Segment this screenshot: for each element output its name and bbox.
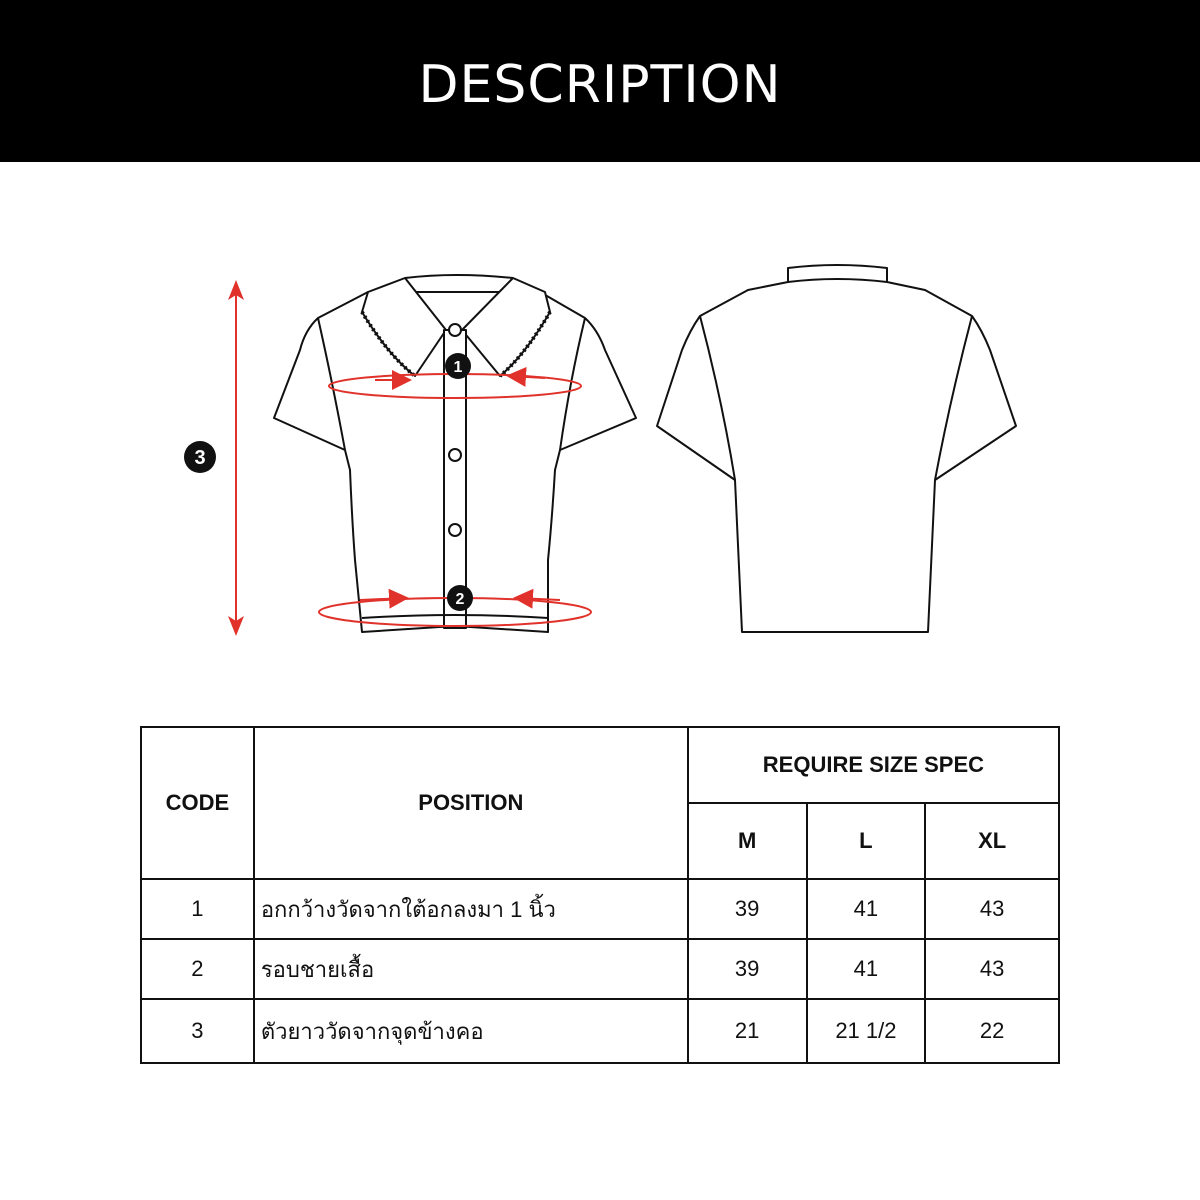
row-code: 1	[141, 879, 254, 939]
shirt-back-illustration	[657, 265, 1016, 632]
row-value-m: 39	[688, 939, 807, 999]
page-title: DESCRIPTION	[418, 55, 782, 115]
row-position: อกกว้างวัดจากใต้อกลงมา 1 นิ้ว	[254, 879, 688, 939]
row-value-l: 41	[807, 879, 926, 939]
shirt-front-illustration	[274, 275, 636, 632]
marker-2	[447, 585, 473, 611]
row-value-l: 41	[807, 939, 926, 999]
row-value-m: 21	[688, 999, 807, 1063]
table-row	[141, 999, 1059, 1063]
row-value-m: 39	[688, 879, 807, 939]
svg-text:3: 3	[194, 447, 206, 469]
row-value-l: 21 1/2	[807, 999, 926, 1063]
marker-1	[445, 353, 471, 379]
size-l-header: L	[807, 803, 926, 879]
svg-text:2: 2	[455, 591, 465, 608]
row-value-xl: 43	[925, 879, 1059, 939]
size-spec-table	[140, 726, 1060, 1064]
row-position: รอบชายเสื้อ	[254, 939, 688, 999]
size-xl-header: XL	[925, 803, 1059, 879]
row-code: 3	[141, 999, 254, 1063]
table-row	[141, 879, 1059, 939]
row-value-xl: 22	[925, 999, 1059, 1063]
position-header: POSITION	[254, 727, 688, 879]
size-spec-header: REQUIRE SIZE SPEC	[688, 727, 1059, 803]
row-value-xl: 43	[925, 939, 1059, 999]
size-m-header: M	[688, 803, 807, 879]
row-position: ตัวยาววัดจากจุดข้างคอ	[254, 999, 688, 1063]
marker-3	[184, 441, 216, 473]
svg-text:1: 1	[453, 359, 463, 376]
row-code: 2	[141, 939, 254, 999]
table-row	[141, 939, 1059, 999]
code-header: CODE	[141, 727, 254, 879]
